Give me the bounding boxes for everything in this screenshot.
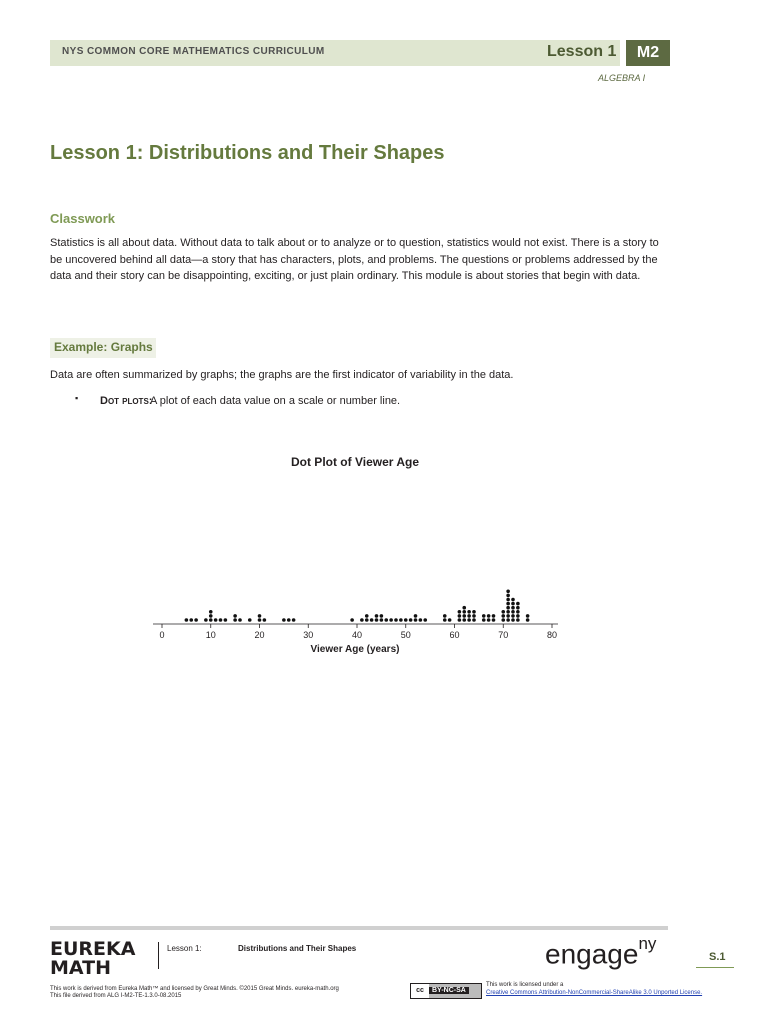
- x-tick-label: 50: [400, 630, 411, 640]
- data-point: [501, 610, 505, 614]
- data-point: [462, 606, 466, 610]
- footer-topic: Distributions and Their Shapes: [238, 944, 357, 953]
- data-point: [516, 614, 520, 618]
- data-point: [238, 618, 242, 622]
- data-point: [526, 618, 530, 622]
- data-point: [370, 618, 374, 622]
- page-number-rule: [696, 967, 734, 968]
- data-point: [472, 618, 476, 622]
- data-point: [189, 618, 193, 622]
- data-point: [375, 618, 379, 622]
- data-point: [467, 610, 471, 614]
- x-tick-label: 60: [449, 630, 460, 640]
- chart-title: Dot Plot of Viewer Age: [290, 455, 420, 469]
- footer-rule: [50, 926, 668, 930]
- data-point: [443, 614, 447, 618]
- data-point: [462, 610, 466, 614]
- curriculum-label: NYS COMMON CORE MATHEMATICS CURRICULUM: [62, 46, 325, 57]
- example-heading: Example: Graphs: [54, 340, 153, 354]
- data-point: [472, 614, 476, 618]
- module-badge: M2: [626, 40, 670, 66]
- data-point: [448, 618, 452, 622]
- data-point: [414, 614, 418, 618]
- license-link[interactable]: Creative Commons Attribution-NonCommercial-ShareAlike 3.0 Unported License.: [486, 990, 703, 996]
- data-point: [506, 614, 510, 618]
- x-tick-label: 0: [159, 630, 165, 640]
- data-point: [194, 618, 198, 622]
- data-point: [467, 618, 471, 622]
- data-point: [443, 618, 447, 622]
- license-text: This work is licensed under a: [486, 982, 564, 988]
- data-point: [394, 618, 398, 622]
- x-tick-label: 70: [498, 630, 509, 640]
- data-point: [414, 618, 418, 622]
- x-axis-label: Viewer Age (years): [310, 644, 400, 655]
- data-point: [409, 618, 413, 622]
- data-point: [185, 618, 189, 622]
- data-point: [458, 614, 462, 618]
- data-point: [506, 602, 510, 606]
- data-point: [219, 618, 223, 622]
- data-point: [506, 594, 510, 598]
- data-point: [380, 618, 384, 622]
- data-point: [365, 614, 369, 618]
- data-point: [511, 606, 515, 610]
- data-point: [282, 618, 286, 622]
- x-tick-label: 10: [205, 630, 216, 640]
- data-point: [492, 614, 496, 618]
- data-point: [516, 602, 520, 606]
- data-point: [526, 614, 530, 618]
- data-point: [501, 618, 505, 622]
- data-point: [511, 614, 515, 618]
- lesson-label: Lesson 1: [547, 43, 617, 60]
- data-point: [233, 618, 237, 622]
- data-point: [467, 614, 471, 618]
- cc-badge-label: BY-NC-SA: [429, 987, 469, 994]
- footer-lesson: Lesson 1:: [167, 944, 202, 953]
- data-points: [185, 590, 530, 622]
- data-point: [511, 610, 515, 614]
- data-point: [233, 614, 237, 618]
- data-point: [516, 610, 520, 614]
- data-point: [360, 618, 364, 622]
- data-point: [511, 618, 515, 622]
- data-point: [419, 618, 423, 622]
- data-point: [516, 606, 520, 610]
- x-tick-label: 20: [254, 630, 265, 640]
- data-point: [263, 618, 267, 622]
- classwork-heading: Classwork: [50, 211, 116, 226]
- data-point: [350, 618, 354, 622]
- data-point: [462, 618, 466, 622]
- ny-text: ny: [638, 934, 657, 953]
- summary-text: Data are often summarized by graphs; the graphs are the first indicator of variability in the data.: [50, 369, 514, 381]
- data-point: [506, 590, 510, 594]
- x-tick-label: 80: [546, 630, 558, 640]
- data-point: [248, 618, 252, 622]
- x-tick-label: 40: [351, 630, 363, 640]
- bullet-icon: ▪: [75, 393, 79, 403]
- data-point: [506, 610, 510, 614]
- data-point: [423, 618, 427, 622]
- data-point: [214, 618, 218, 622]
- data-point: [365, 618, 369, 622]
- logo-line-2: MATH: [50, 957, 111, 979]
- eureka-math-logo: [50, 940, 135, 978]
- credit-line-1: This work is derived from Eureka Math™ and licensed by Great Minds. ©2015 Great Minds. eureka-math.org: [50, 986, 339, 992]
- footer-divider: [158, 942, 159, 969]
- data-point: [458, 610, 462, 614]
- data-point: [258, 618, 262, 622]
- data-point: [380, 614, 384, 618]
- data-point: [506, 598, 510, 602]
- page-number: S.1: [709, 951, 726, 963]
- data-point: [204, 618, 208, 622]
- data-point: [462, 614, 466, 618]
- data-point: [501, 614, 505, 618]
- data-point: [482, 618, 486, 622]
- logo-line-1: EUREKA: [50, 938, 136, 960]
- data-point: [384, 618, 388, 622]
- intro-paragraph: Statistics is all about data. Without data to talk about or to analyze or to question, statistics would not exist. There is a story to be uncovered behind all data—a story that has characters, plots, and problems. The questions or problems addressed by the data and their story can be disappointing, exciting, or just plain ordinary. This module is about stories that begin with data.: [50, 237, 659, 282]
- cc-license-icon: cc BY-NC-SA: [410, 983, 482, 999]
- credit-line-2: This file derived from ALG I-M2-TE-1.3.0-08.2015: [50, 993, 182, 999]
- x-tick-label: 30: [303, 630, 314, 640]
- dot-plot-chart: [145, 450, 585, 665]
- data-point: [209, 618, 213, 622]
- data-point: [258, 614, 262, 618]
- data-point: [287, 618, 291, 622]
- data-point: [458, 618, 462, 622]
- data-point: [511, 598, 515, 602]
- data-point: [516, 618, 520, 622]
- data-point: [487, 618, 491, 622]
- data-point: [404, 618, 408, 622]
- dot-plot-term: Dot plots:: [100, 395, 153, 407]
- data-point: [389, 618, 393, 622]
- lesson-title: Lesson 1: Distributions and Their Shapes: [50, 142, 445, 164]
- data-point: [209, 614, 213, 618]
- data-point: [487, 614, 491, 618]
- data-point: [506, 618, 510, 622]
- data-point: [472, 610, 476, 614]
- data-point: [375, 614, 379, 618]
- engageny-logo: [545, 934, 657, 970]
- data-point: [209, 610, 213, 614]
- x-axis-ticks: [159, 624, 557, 640]
- data-point: [492, 618, 496, 622]
- data-point: [399, 618, 403, 622]
- course-label: ALGEBRA I: [598, 73, 646, 83]
- dot-plot-definition: A plot of each data value on a scale or number line.: [150, 395, 401, 407]
- data-point: [292, 618, 296, 622]
- data-point: [506, 606, 510, 610]
- data-point: [482, 614, 486, 618]
- data-point: [224, 618, 228, 622]
- data-point: [511, 602, 515, 606]
- engage-text: engage: [545, 938, 639, 970]
